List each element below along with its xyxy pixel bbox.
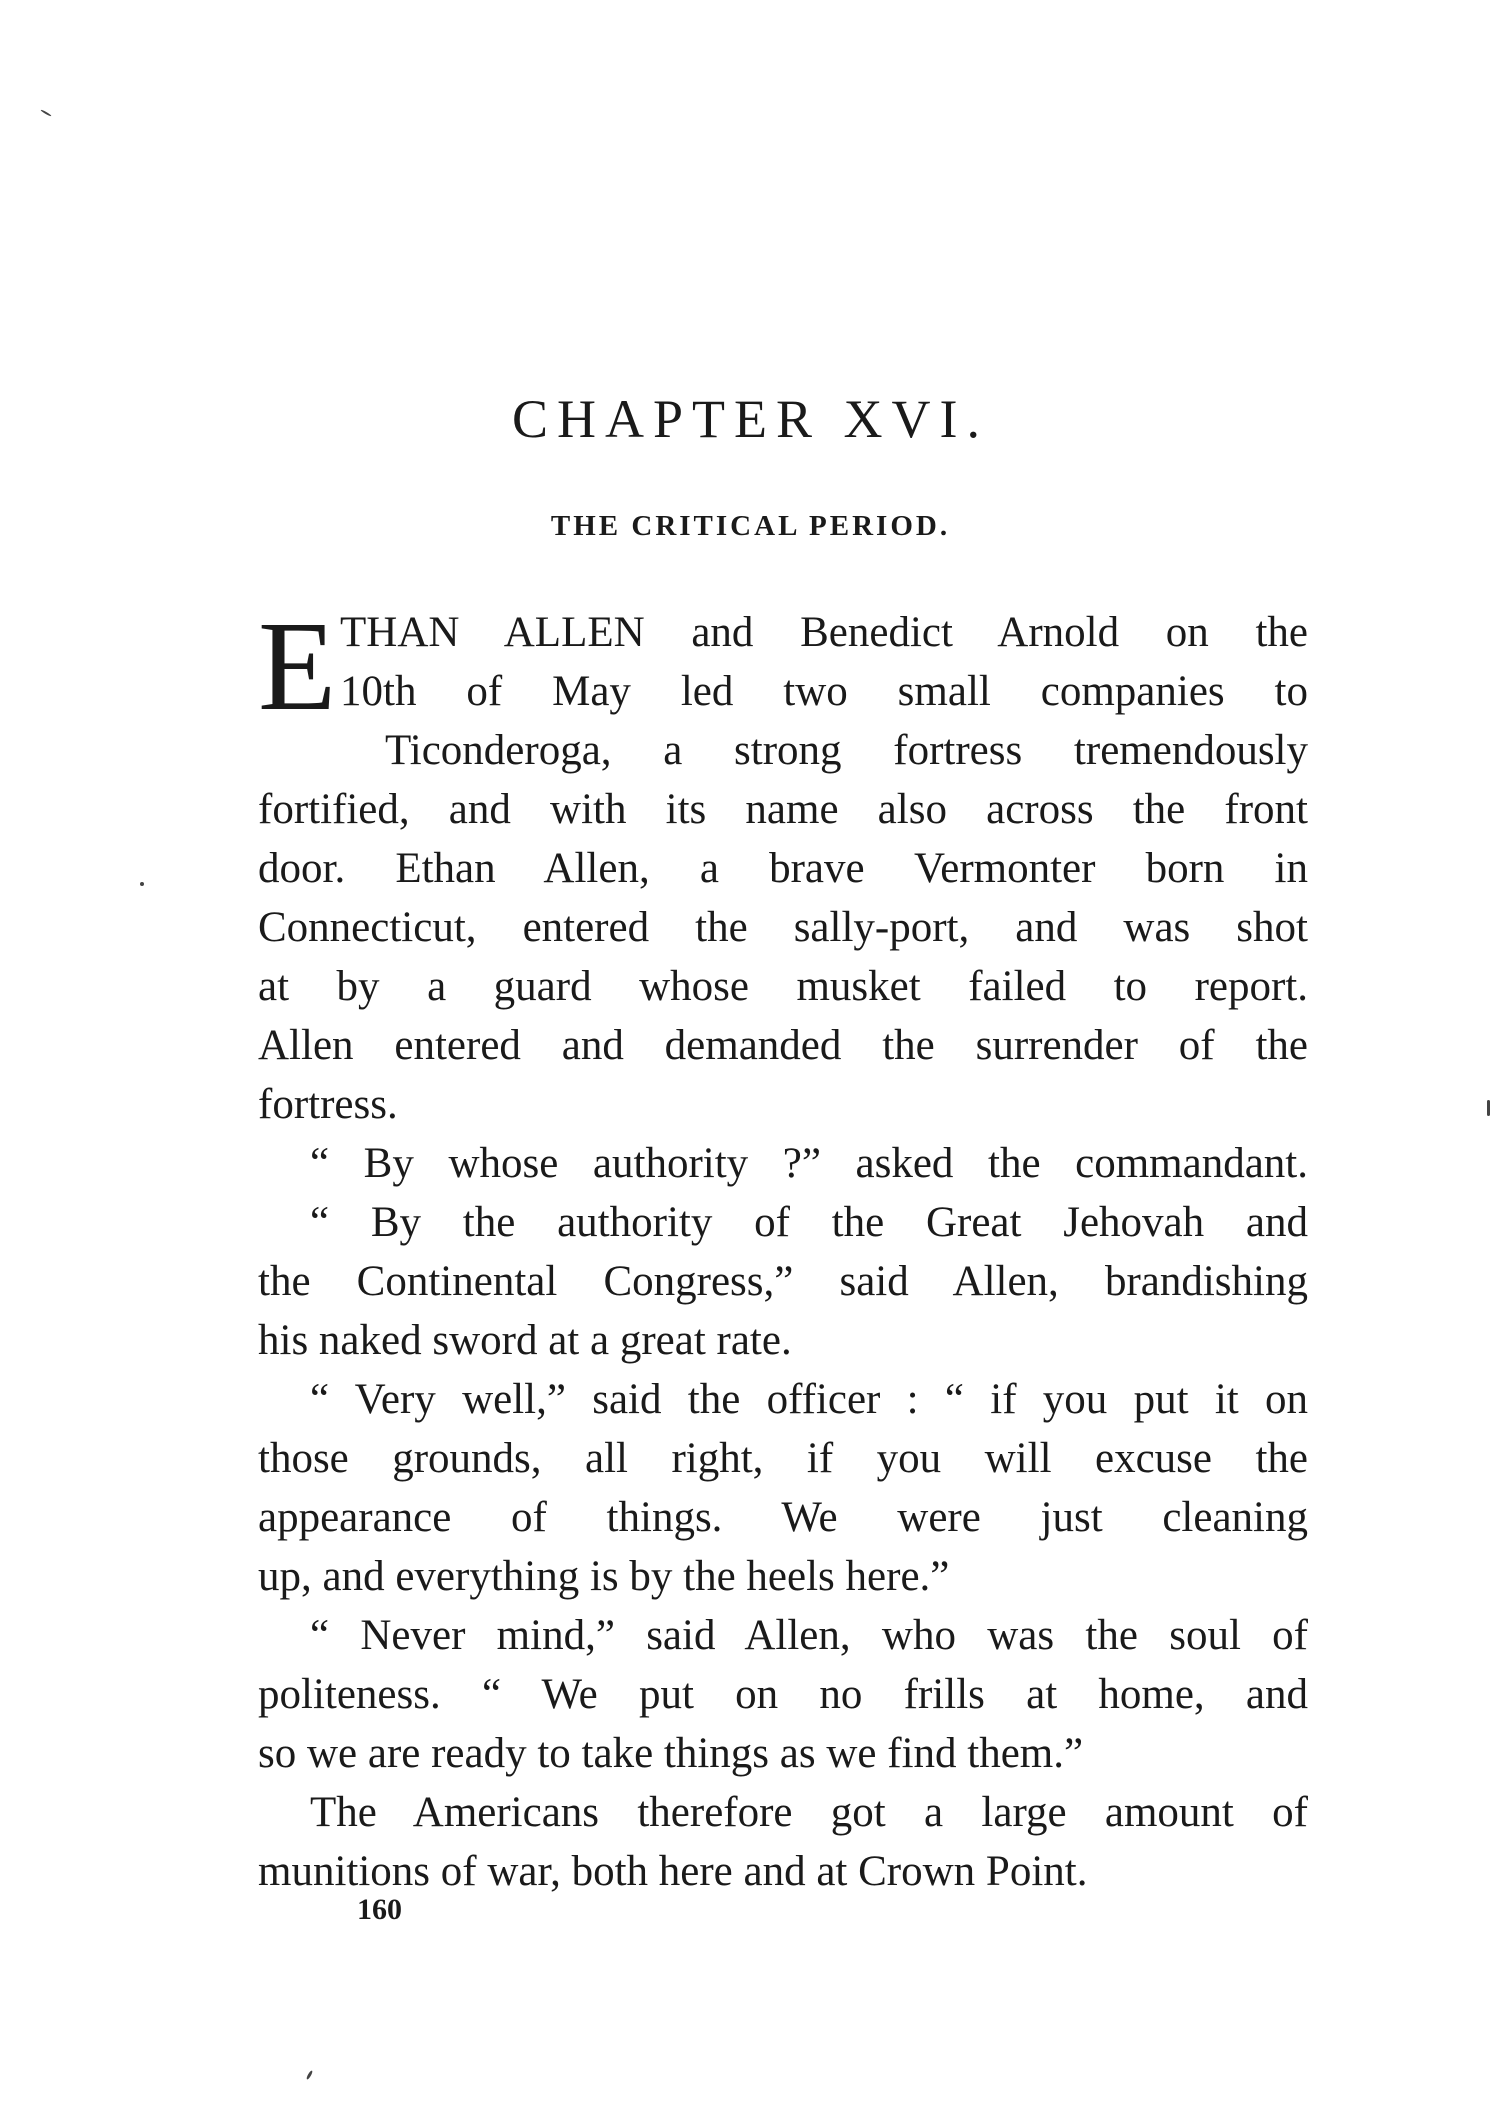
text-line: the Continental Congress,” said Allen, brandishing <box>258 1258 1308 1305</box>
text-line: so we are ready to take things as we find them.” <box>258 1730 1084 1777</box>
chapter-subtitle: THE CRITICAL PERIOD. <box>550 510 951 542</box>
scan-speck <box>140 882 144 886</box>
text-line: munitions of war, both here and at Crown Point. <box>258 1848 1088 1895</box>
text-line: THAN ALLEN and Benedict Arnold on the <box>340 609 1308 656</box>
chapter-title: CHAPTER XVI. <box>511 389 989 449</box>
text-line: door. Ethan Allen, a brave Vermonter born in <box>258 845 1308 892</box>
text-line: “ By whose authority ?” asked the commandant. <box>310 1140 1308 1187</box>
body-text <box>258 603 1308 1901</box>
text-line: up, and everything is by the heels here.” <box>258 1553 950 1600</box>
text-line: fortress. <box>258 1081 398 1128</box>
text-line: The Americans therefore got a large amount of <box>310 1789 1308 1836</box>
text-line: appearance of things. We were just cleaning <box>258 1494 1308 1541</box>
scan-speck <box>1487 1100 1490 1116</box>
text-line: fortified, and with its name also across the front <box>258 786 1308 833</box>
text-line: “ By the authority of the Great Jehovah and <box>310 1199 1308 1246</box>
text-line: those grounds, all right, if you will excuse the <box>258 1435 1308 1482</box>
text-line: “ Very well,” said the officer : “ if you put it on <box>310 1376 1308 1423</box>
page-number: 160 <box>357 1893 402 1926</box>
drop-cap-initial: E <box>258 612 337 724</box>
text-line: Connecticut, entered the sally-port, and was shot <box>258 904 1308 951</box>
text-line: 10th of May led two small companies to <box>340 668 1308 715</box>
scan-speck <box>306 2070 314 2080</box>
text-line: his naked sword at a great rate. <box>258 1317 792 1364</box>
text-line: Ticonderoga, a strong fortress tremendously <box>385 727 1308 774</box>
text-line: “ Never mind,” said Allen, who was the soul of <box>310 1612 1308 1659</box>
text-line: politeness. “ We put on no frills at home, and <box>258 1671 1308 1718</box>
text-line: Allen entered and demanded the surrender of the <box>258 1022 1308 1069</box>
text-line: at by a guard whose musket failed to report. <box>258 963 1308 1010</box>
scan-speck <box>40 109 51 117</box>
